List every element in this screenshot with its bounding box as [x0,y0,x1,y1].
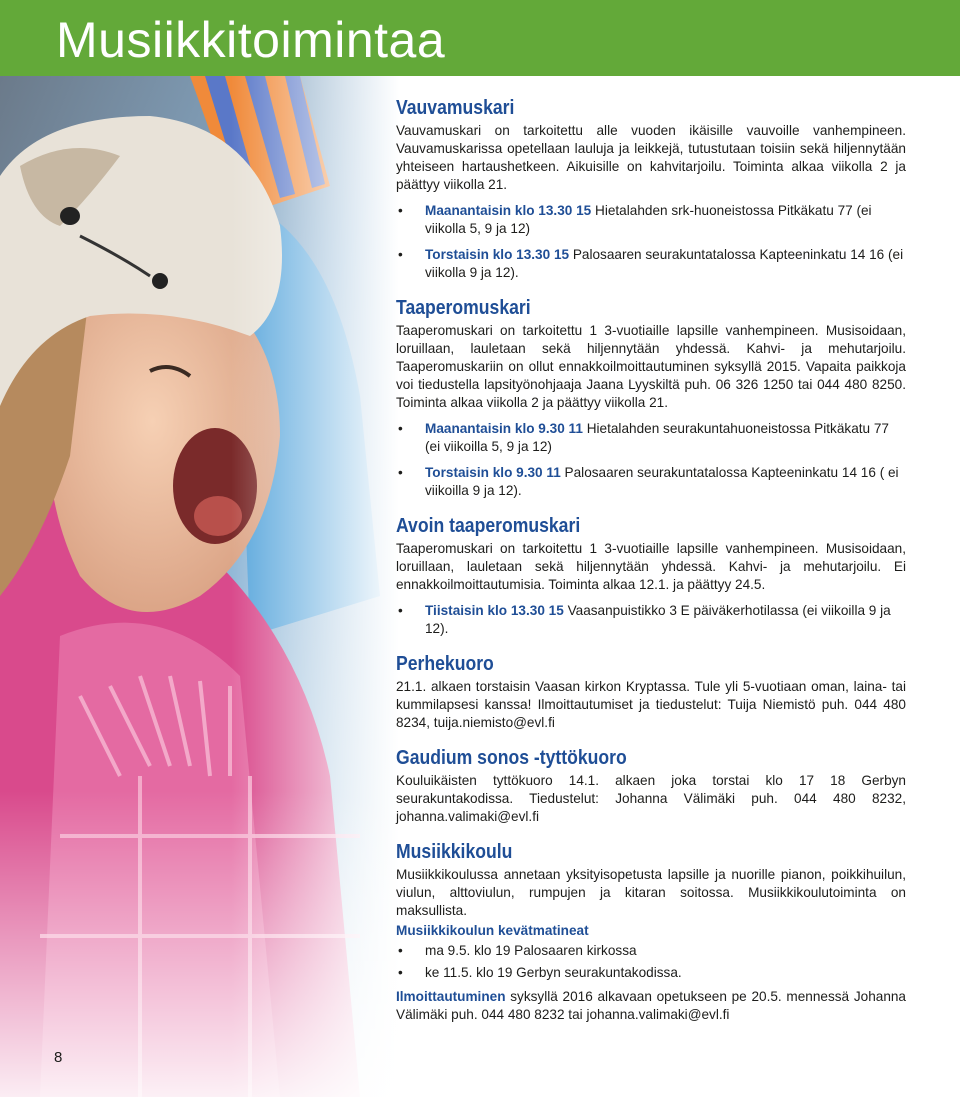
section-title: Taaperomuskari [396,297,531,319]
section-title: Perhekuoro [396,653,494,675]
content-column [396,96,906,1038]
schedule-list [396,420,906,500]
section-vauvamuskari [396,96,906,282]
section-title: Musiikkikoulu [396,841,513,863]
matinee-list [396,942,906,982]
list-item: • Tiistaisin klo 13.30 15 Vaasanpuistikko 3 E päiväkerhotilassa (ei viikoilla 9 ja 12). [396,602,906,638]
page-header [0,0,960,76]
list-item: • Torstaisin klo 9.30 11 Palosaaren seurakuntatalossa Kapteeninkatu 14 16 ( ei viikoilla 9 ja 12). [396,464,906,500]
section-body: Musiikkikoulussa annetaan yksityisopetusta lapsille ja nuorille pianon, poikkihuilun, viulun, alttoviulun, rumpujen ja kitaran soitossa. Musiikkikoulutoiminta on maksullista. [396,867,906,918]
section-perhekuoro [396,652,906,732]
section-body: Vauvamuskari on tarkoitettu alle vuoden ikäisille vauvoille vanhempineen. Vauvamuskarissa opetellaan lauluja ja leikkejä, tutustutaan toisiin sekä hiljennytään yhteiseen hartaushetkeen. Aikuisille on kahvitarjoilu. Toiminta alkaa viikolla 2 ja päättyy viikolla 21. [396,123,906,192]
section-title: Avoin taaperomuskari [396,515,581,537]
list-item: • Maanantaisin klo 9.30 11 Hietalahden seurakuntahuoneistossa Pitkäkatu 77 (ei viikoilla 5, 9 ja 12) [396,420,906,456]
page-title: Musiikkitoimintaa [56,12,446,68]
list-item: • ke 11.5. klo 19 Gerbyn seurakuntakodissa. [396,964,906,982]
section-taaperomuskari [396,296,906,500]
section-musiikkikoulu [396,840,906,1024]
list-item: • Maanantaisin klo 13.30 15 Hietalahden srk-huoneistossa Pitkäkatu 77 (ei viikolla 5, 9 ja 12) [396,202,906,238]
section-title: Vauvamuskari [396,97,515,119]
page-number: 8 [54,1049,63,1066]
section-gaudium-sonos [396,746,906,826]
section-avoin-taaperomuskari [396,514,906,638]
section-body: 21.1. alkaen torstaisin Vaasan kirkon Kryptassa. Tule yli 5-vuotiaan oman, laina- tai kummilapsesi kanssa! Ilmoittautumiset ja tiedustelut: Tuija Niemistö puh. 044 480 8234, tuija.niemisto@evl.fi [396,679,906,730]
schedule-list [396,602,906,638]
section-body: Taaperomuskari on tarkoitettu 1 3-vuotiaille lapsille vanhempineen. Musisoidaan, loruillaan, lauletaan sekä hiljennytään yhdessä. Kahvi- ja mehutarjoilu. Taaperomuskariin on ollut ennakkoilmoittautuminen syksyllä 2015. Vapaita paikkoja voi tiedustella lapsityönohjaaja Jaana Lyyskiltä puh. 06 326 1250 tai 044 480 8250. Toiminta alkaa viikolla 2 ja päättyy viikolla 21. [396,323,906,410]
signup-info: Ilmoittautuminen syksyllä 2016 alkavaan opetukseen pe 20.5. mennessä Johanna Välimäki puh. 044 480 8232 tai johanna.valimaki@evl.fi [396,989,906,1022]
list-item: • Torstaisin klo 13.30 15 Palosaaren seurakuntatalossa Kapteeninkatu 14 16 (ei viikolla 9 ja 12). [396,246,906,282]
schedule-list [396,202,906,282]
section-title: Gaudium sonos -tyttökuoro [396,747,627,769]
child-singing-photo [0,76,420,1097]
subsection-title: Musiikkikoulun kevätmatineat [396,923,589,938]
section-body: Taaperomuskari on tarkoitettu 1 3-vuotiaille lapsille vanhempineen. Musisoidaan, loruillaan, lauletaan sekä hiljennytään yhdessä. Kahvi- ja mehutarjoilu. Ei ennakkoilmoittautumisia. Toiminta alkaa 12.1. ja päättyy 24.5. [396,541,906,592]
list-item: • ma 9.5. klo 19 Palosaaren kirkossa [396,942,906,960]
section-body: Kouluikäisten tyttökuoro 14.1. alkaen joka torstai klo 17 18 Gerbyn seurakuntakodissa. Tiedustelut: Johanna Välimäki puh. 044 480 8232, johanna.valimaki@evl.fi [396,773,906,824]
